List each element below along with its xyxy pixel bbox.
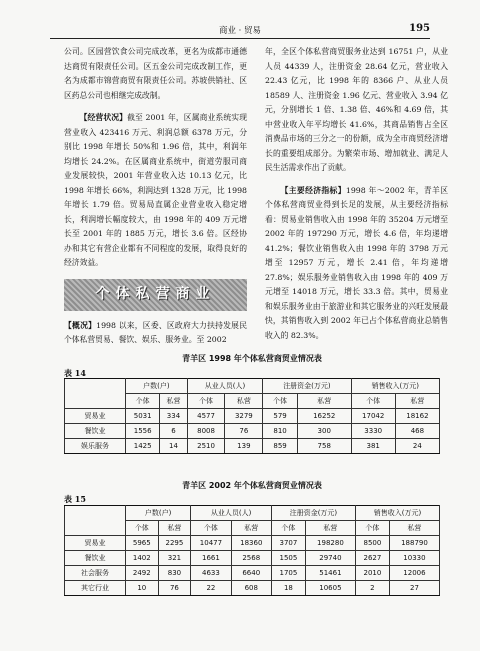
- table-group-header: 销售收入(万元): [351, 379, 439, 394]
- table-sub-header: 私营: [305, 521, 355, 536]
- indicators-text: 1998 年～2002 年，青羊区个体私营商贸业得到长足的发展，从主要经济指标看：贸易业销售收入由 1998 年的 35204 万元增至 2002 年的 197290 万元，增长 4.6 倍，年均递增 41.2%；餐饮业销售收入由 1998 年的 3798 万元增至 12957 万元，增长 2.41 倍，年均递增 27.8%；娱乐服务业销售收入由 1998 年的 409 万元增至 14018 万元，增长 33.3 倍。其中，贸易业和娱乐服务业由于旅游业和其它服务业的兴旺发展最快，其销售收入到 2002 年已占个体私营商业总销售收入的 82.3%。: [265, 185, 448, 340]
- table-cell: 10330: [389, 551, 439, 566]
- business-text: 截至 2001 年，区属商业系统实现营业收入 423416 万元、利润总额 6378 万元，分别比 1998 年增长 50%和 1.96 倍，其中，利润年均增长 24.2%。在区属商业系统中，街道劳服司商业发展较快，2001 年营业收入达 10.13 亿元，比 1998 年增长 66%，利润达到 1328 万元，比 1998 年增长 1.79 倍。贸易局直属企业营业收入稳定增长，利润增长幅度较大，由 1998 年的 409 万元增长至 2001 年的 1885 万元，增长 3.6 倍。区经协办和其它有营企业都有不同程度的发展，取得良好的经济效益。: [64, 113, 247, 267]
- table-cell: 1661: [191, 551, 231, 566]
- table-group-header: 从业人员(人): [191, 506, 272, 521]
- table-cell: 300: [297, 424, 351, 439]
- table-sub-header: 私营: [231, 521, 271, 536]
- right-column: [265, 45, 448, 343]
- table14-label: 表 14: [64, 368, 86, 378]
- table-row: [65, 424, 440, 439]
- table-cell: 579: [263, 409, 298, 424]
- table-corner: [65, 379, 126, 409]
- table-row: [65, 566, 440, 581]
- header-title: 商业 · 贸易: [218, 26, 262, 36]
- table-cell: 1705: [271, 566, 305, 581]
- table-cell: 2492: [126, 566, 159, 581]
- table-cell: 2010: [355, 566, 389, 581]
- table-sub-header: 个体: [351, 394, 395, 409]
- table-cell: 188790: [389, 536, 439, 551]
- row-category: 社会服务: [65, 566, 126, 581]
- table-cell: 10: [126, 581, 159, 596]
- table-sub-header: 个体: [126, 521, 159, 536]
- running-header: [50, 22, 430, 39]
- indicators-tag: 【主要经济指标】: [280, 185, 346, 195]
- table-group-header: 户数(户): [126, 506, 191, 521]
- row-category: 餐饮业: [65, 551, 126, 566]
- table-cell: 608: [231, 581, 271, 596]
- business-paragraph: [64, 111, 247, 271]
- left-column: [64, 45, 247, 348]
- table-sub-header: 私营: [160, 394, 187, 409]
- table-cell: 321: [158, 551, 191, 566]
- row-category: 餐饮业: [65, 424, 126, 439]
- table-cell: 2: [355, 581, 389, 596]
- table-row: [65, 536, 440, 551]
- table-sub-header: 个体: [126, 394, 160, 409]
- table-cell: 3707: [271, 536, 305, 551]
- table-cell: 5965: [126, 536, 159, 551]
- table-corner: [65, 506, 126, 536]
- table-group-header: 注册资金(万元): [263, 379, 351, 394]
- table-cell: 1556: [126, 424, 160, 439]
- table-group-header: 从业人员(人): [187, 379, 263, 394]
- row-category: 其它行业: [65, 581, 126, 596]
- table-14: [64, 378, 440, 454]
- table-sub-header: 个体: [271, 521, 305, 536]
- table-cell: 10477: [191, 536, 231, 551]
- table-sub-header: 个体: [355, 521, 389, 536]
- table-group-header: 注册资金(万元): [271, 506, 355, 521]
- table-cell: 76: [225, 424, 263, 439]
- table-row: [65, 439, 440, 454]
- table-row: [65, 581, 440, 596]
- table-cell: 4577: [187, 409, 225, 424]
- table-sub-header: 私营: [158, 521, 191, 536]
- table-cell: 830: [158, 566, 191, 581]
- section-banner: 个体私营商业: [64, 279, 247, 311]
- row-category: 贸易业: [65, 409, 126, 424]
- table-cell: 18: [271, 581, 305, 596]
- table-cell: 14: [160, 439, 187, 454]
- table-cell: 2295: [158, 536, 191, 551]
- table-cell: 17042: [351, 409, 395, 424]
- table-row: [65, 551, 440, 566]
- table-sub-header: 私营: [389, 521, 439, 536]
- table-sub-header: 私营: [225, 394, 263, 409]
- table-sub-header: 个体: [263, 394, 298, 409]
- business-tag: 【经营状况】: [79, 113, 128, 122]
- table-cell: 198280: [305, 536, 355, 551]
- table-cell: 2510: [187, 439, 225, 454]
- table-cell: 10605: [305, 581, 355, 596]
- table-row: [65, 409, 440, 424]
- table-cell: 139: [225, 439, 263, 454]
- table15-label: 表 15: [64, 494, 86, 504]
- table-cell: 29740: [305, 551, 355, 566]
- table-group-header: 户数(户): [126, 379, 188, 394]
- table-sub-header: 个体: [191, 521, 231, 536]
- table-group-header: 销售收入(万元): [355, 506, 439, 521]
- table15-title: 青羊区 2002 年个体私营商贸业情况表: [182, 481, 322, 490]
- table-cell: 24: [395, 439, 439, 454]
- table-cell: 3330: [351, 424, 395, 439]
- table-sub-header: 私营: [297, 394, 351, 409]
- overview-tag: 【概况】: [64, 320, 97, 330]
- table-cell: 8500: [355, 536, 389, 551]
- table-15: [64, 505, 440, 596]
- table-cell: 18162: [395, 409, 439, 424]
- table-cell: 76: [158, 581, 191, 596]
- table-sub-header: 个体: [187, 394, 225, 409]
- table-cell: 334: [160, 409, 187, 424]
- page-number: 195: [409, 23, 430, 34]
- table-cell: 18360: [231, 536, 271, 551]
- table-cell: 810: [263, 424, 298, 439]
- overview-paragraph: [64, 319, 247, 348]
- table-cell: 5031: [126, 409, 160, 424]
- table-cell: 51461: [305, 566, 355, 581]
- indicators-paragraph: [265, 184, 448, 344]
- table-cell: 12006: [389, 566, 439, 581]
- intro-paragraph: 公司。区园营饮食公司完成改革，更名为成都市通德达商贸有限责任公司。区五金公司完成改制工作，更名为成都市锦营商贸有限责任公司。苏坡供销社、区区药总公司也相继完成改制。: [64, 47, 247, 100]
- table-cell: 6640: [231, 566, 271, 581]
- right-paragraph-1: 年，全区个体私营商贸服务业达到 16751 户，从业人员 44339 人，注册资金 28.64 亿元，营业收入 22.43 亿元，比 1998 年的 8366 户、从业人员 18589 人、注册资金 1.96 亿元、营业收入 3.94 亿元，分别增长 1 倍、1.38 倍、46%和 4.69 倍，其中营业收入年平均增长 41.6%，其商品销售占全区消费品市场的三分之一的份额，成为全市商贸经济增长的重要组成部分。为繁荣市场、增加就业、满足人民生活需求作出了贡献。: [265, 47, 448, 172]
- table-cell: 1402: [126, 551, 159, 566]
- row-category: 贸易业: [65, 536, 126, 551]
- table14-title: 青羊区 1998 年个体私营商贸业情况表: [182, 354, 322, 363]
- table-cell: 381: [351, 439, 395, 454]
- table-cell: 27: [389, 581, 439, 596]
- table-cell: 6: [160, 424, 187, 439]
- overview-text: 1998 以来，区委、区政府大力扶持发展民个体私营贸易、餐饮、娱乐、服务业。至 2002: [64, 320, 247, 344]
- table-cell: 758: [297, 439, 351, 454]
- table-cell: 468: [395, 424, 439, 439]
- table-cell: 859: [263, 439, 298, 454]
- table-cell: 8008: [187, 424, 225, 439]
- table-cell: 1505: [271, 551, 305, 566]
- table-cell: 3279: [225, 409, 263, 424]
- table-sub-header: 私营: [395, 394, 439, 409]
- table-cell: 2568: [231, 551, 271, 566]
- table-cell: 16252: [297, 409, 351, 424]
- table-cell: 2627: [355, 551, 389, 566]
- table-cell: 1425: [126, 439, 160, 454]
- table-cell: 4633: [191, 566, 231, 581]
- row-category: 娱乐服务: [65, 439, 126, 454]
- table-cell: 22: [191, 581, 231, 596]
